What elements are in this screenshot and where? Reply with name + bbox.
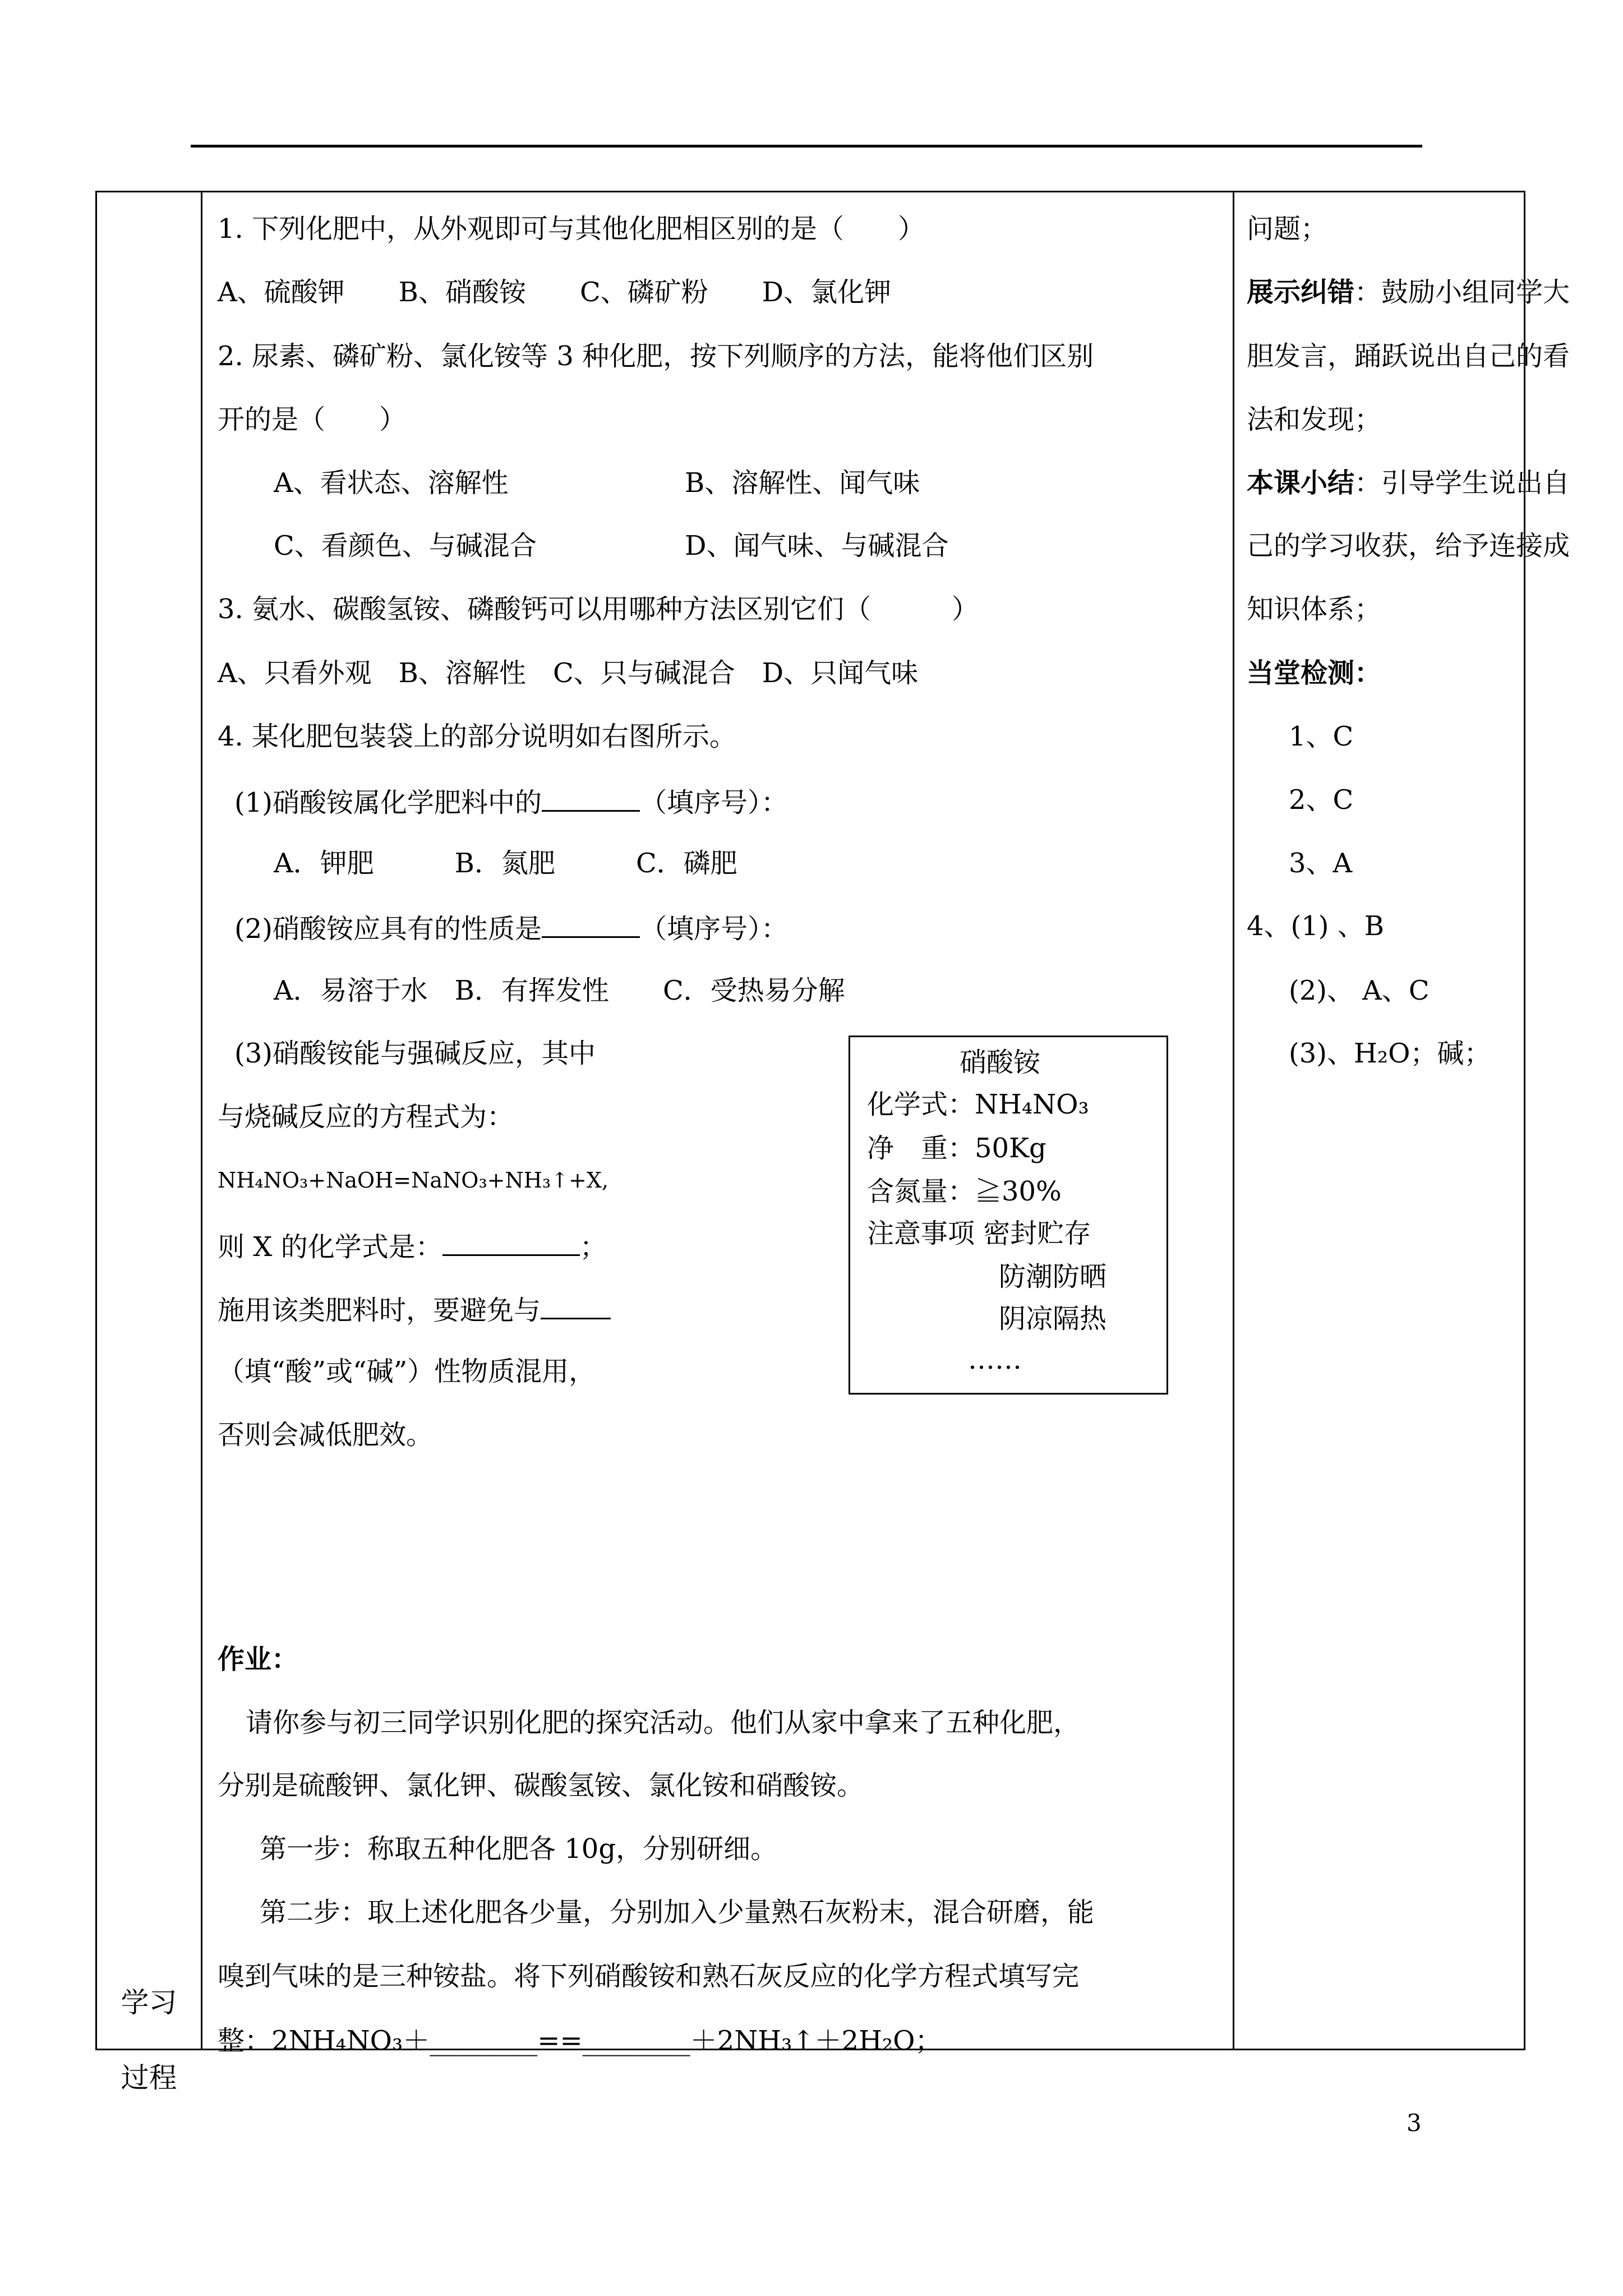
answer-line: 2、C (1289, 784, 1354, 816)
row-label-line: 学习 (121, 1986, 177, 2019)
question-4-part-3-tail: ； (579, 1231, 607, 1263)
question-2-cont: 开的是（ ） (218, 404, 407, 435)
question-2-option-c: C、看颜色、与碱混合 (274, 530, 537, 562)
label-weight: 净 重：50Kg (867, 1133, 1046, 1164)
question-3: 3. 氨水、碳酸氢铵、磷酸钙可以用哪种方法区别它们（ ） (218, 593, 979, 625)
header-rule (191, 145, 1422, 148)
label-nitrogen: 含氮量：≧30% (867, 1176, 1062, 1207)
question-1-options: A、硫酸钾 B、硝酸铵 C、磷矿粉 D、氯化钾 (218, 277, 892, 308)
homework-para-1: 请你参与初三同学识别化肥的探究活动。他们从家中拿来了五种化肥， (246, 1707, 1081, 1738)
homework-step-2-equation: 整：2NH₄NO₃＋________==________＋2NH₃↑＋2H₂O； (218, 2025, 942, 2056)
question-4-part-3-line5 (218, 1291, 611, 1327)
question-4-part-2 (234, 909, 788, 946)
reaction-equation: NH₄NO₃+NaOH=NaNO₃+NH₃↑+X, (218, 1168, 608, 1193)
question-3-options: A、只看外观 B、溶解性 C、只与碱混合 D、只闻气味 (218, 657, 919, 689)
question-4-part-1-options: A．钾肥 B．氮肥 C．磷肥 (274, 848, 737, 879)
question-2-option-a: A、看状态、溶解性 (274, 467, 509, 499)
answer-blank (442, 1227, 580, 1256)
homework-step-1: 第一步：称取五种化肥各 10g，分别研细。 (260, 1833, 778, 1865)
question-4-part-2-text: (2)硝酸铵应具有的性质是 (234, 913, 542, 945)
homework-heading-text: 作业： (218, 1644, 299, 1675)
label-ellipsis: …… (968, 1344, 1022, 1375)
answer-line: 1、C (1289, 721, 1354, 752)
note-text: ：引导学生说出自 (1354, 467, 1570, 499)
question-4-part-3-line7: 否则会减低肥效。 (218, 1419, 434, 1451)
answer-blank (542, 909, 640, 938)
homework-heading (218, 1642, 298, 1676)
question-4-part-1-tail: （填序号）： (640, 787, 789, 818)
question-4-part-3-line2: 与烧碱反应的方程式为： (218, 1101, 514, 1133)
question-2-option-d: D、闻气味、与碱混合 (685, 530, 949, 562)
note-heading: 本课小结 (1247, 467, 1355, 499)
question-4-part-3-line4 (218, 1227, 607, 1264)
answer-blank (541, 1291, 611, 1319)
answer-line: 3、A (1289, 848, 1353, 879)
question-2: 2. 尿素、磷矿粉、氯化铵等 3 种化肥，按下列顺序的方法，能将他们区别 (218, 341, 1094, 372)
column-divider (1233, 192, 1234, 2049)
question-4-part-1 (234, 783, 788, 820)
question-4-part-2-options: A．易溶于水 B．有挥发性 C．受热易分解 (274, 975, 845, 1006)
question-4-part-1-text: (1)硝酸铵属化学肥料中的 (234, 787, 542, 818)
answer-line: (3)、H₂O；碱； (1289, 1038, 1491, 1069)
homework-para-1-cont: 分别是硫酸钾、氯化钾、碳酸氢铵、氯化铵和硝酸铵。 (218, 1770, 864, 1801)
label-formula: 化学式：NH₄NO₃ (867, 1089, 1089, 1120)
answer-line: 4、(1) 、B (1247, 910, 1385, 942)
question-4-part-3-prompt2: 施用该类肥料时，要避免与 (218, 1295, 541, 1326)
note-line: 胆发言，踊跃说出自己的看 (1247, 341, 1570, 372)
question-4-part-3-prompt: 则 X 的化学式是： (218, 1231, 442, 1263)
question-4-part-2-tail: （填序号）： (640, 913, 789, 945)
note-line: 己的学习收获，给予连接成 (1247, 530, 1570, 562)
row-label-line: 过程 (121, 2062, 177, 2094)
note-heading: 当堂检测： (1247, 657, 1382, 689)
homework-step-2: 第二步：取上述化肥各少量，分别加入少量熟石灰粉末，混合研磨，能 (260, 1897, 1095, 1928)
fertilizer-label-box (849, 1036, 1168, 1395)
homework-step-2-cont: 嗅到气味的是三种铵盐。将下列硝酸铵和熟石灰反应的化学方程式填写完 (218, 1961, 1080, 1992)
note-line: 法和发现； (1247, 404, 1382, 435)
answer-line: (2)、 A、C (1289, 975, 1430, 1006)
label-notes-3: 阴凉隔热 (999, 1303, 1107, 1335)
row-label (97, 1965, 201, 2115)
note-line (1247, 275, 1570, 309)
label-notes-2: 防潮防晒 (999, 1261, 1107, 1292)
page-number: 3 (1407, 2109, 1422, 2137)
question-4-part-3-line6: （填“酸”或“碱”）性物质混用， (218, 1356, 596, 1387)
question-4-part-3: (3)硝酸铵能与强碱反应，其中 (234, 1038, 596, 1069)
note-line: 问题； (1247, 213, 1328, 245)
lesson-table (95, 191, 1570, 2094)
note-heading: 展示纠错 (1247, 277, 1355, 308)
note-line (1247, 466, 1570, 500)
label-title: 硝酸铵 (960, 1047, 1041, 1078)
answer-blank (542, 783, 640, 812)
label-notes: 注意事项 密封贮存 (867, 1218, 1091, 1249)
note-line: 知识体系； (1247, 593, 1382, 625)
question-2-option-b: B、溶解性、闻气味 (685, 467, 920, 499)
note-line (1247, 656, 1381, 690)
column-divider (201, 192, 202, 2049)
note-text: ：鼓励小组同学大 (1354, 277, 1570, 308)
question-1: 1. 下列化肥中，从外观即可与其他化肥相区别的是（ ） (218, 213, 925, 245)
question-4: 4. 某化肥包装袋上的部分说明如右图所示。 (218, 721, 737, 752)
